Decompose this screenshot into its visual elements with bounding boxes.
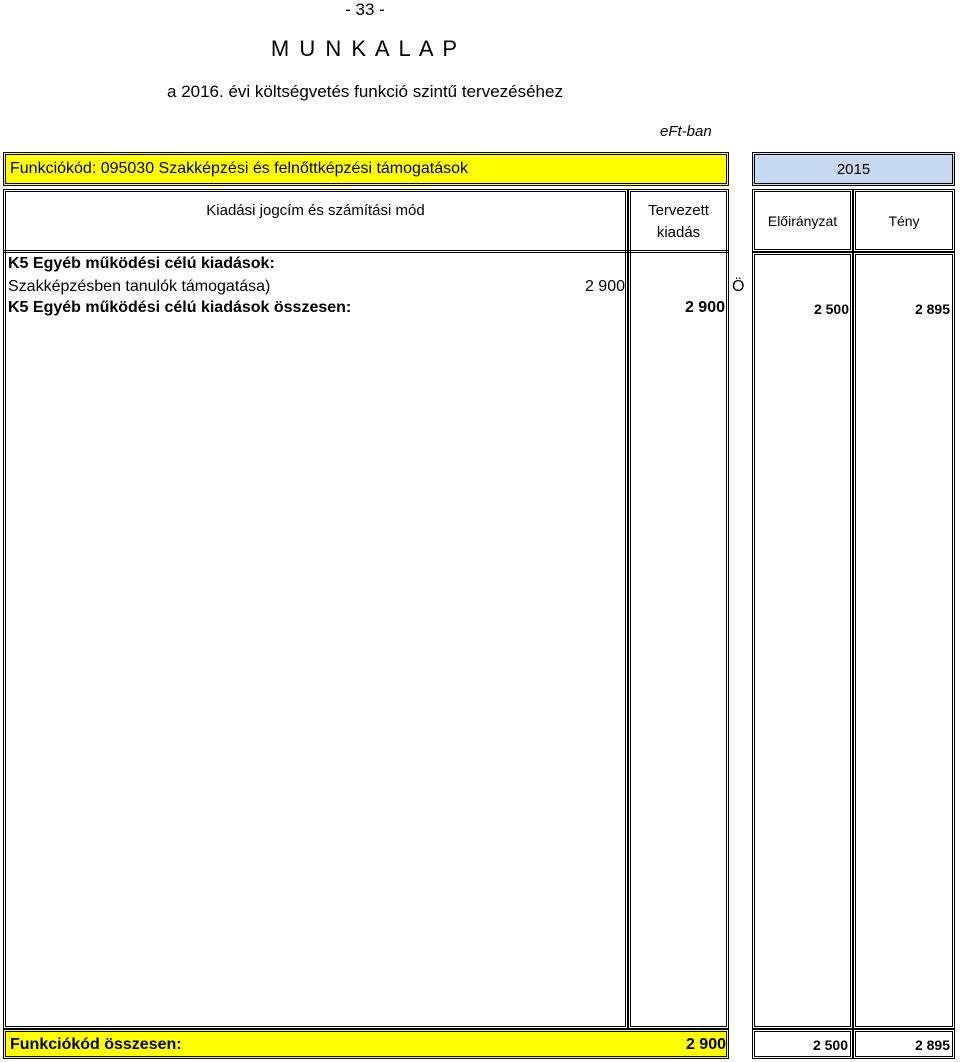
function-total-bar	[3, 1029, 729, 1059]
description-header: Kiadási jogcím és számítási mód	[206, 202, 425, 219]
page-number: - 33 -	[345, 0, 385, 19]
item-marker: Ö	[732, 278, 745, 295]
subtotal-planned: 2 900	[684, 299, 725, 316]
function-total-label: Funkciókód összesen:	[10, 1036, 182, 1053]
page-title: M U N K A L A P	[270, 36, 460, 61]
function-total-appropriation-cell	[752, 1029, 853, 1059]
appropriation-header: Előirányzat	[767, 213, 838, 229]
function-code-bar	[3, 152, 729, 186]
function-total-actual-cell	[853, 1029, 955, 1059]
function-total-appropriation: 2 500	[812, 1037, 848, 1053]
year-bar	[752, 152, 955, 186]
planned-header-divider	[628, 250, 729, 253]
year-label: 2015	[836, 161, 871, 178]
page-subtitle: a 2016. évi költségvetés funkció szintű tervezéséhez	[167, 82, 563, 101]
actual-column	[853, 252, 955, 1029]
subtotal-label: K5 Egyéb működési célú kiadások összesen:	[8, 299, 352, 316]
actual-header-cell	[853, 189, 955, 252]
actual-header: Tény	[888, 213, 920, 229]
item-value: 2 900	[584, 278, 625, 295]
description-header-divider	[3, 250, 628, 253]
function-total-planned: 2 900	[685, 1036, 726, 1053]
appropriation-header-cell	[752, 189, 853, 252]
function-total-actual: 2 895	[914, 1037, 950, 1053]
appropriation-column	[752, 252, 853, 1029]
function-code-label: Funkciókód: 095030 Szakképzési és felnőttképzési támogatások	[10, 160, 469, 177]
planned-header-line2: kiadás	[656, 224, 701, 241]
item-label: Szakképzésben tanulók támogatása)	[8, 278, 271, 295]
subtotal-actual: 2 895	[914, 301, 950, 317]
subtotal-appropriation: 2 500	[813, 301, 849, 317]
planned-header-line1: Tervezett	[648, 202, 709, 219]
unit-label: eFt-ban	[660, 123, 712, 140]
section-title: K5 Egyéb működési célú kiadások:	[8, 255, 275, 272]
